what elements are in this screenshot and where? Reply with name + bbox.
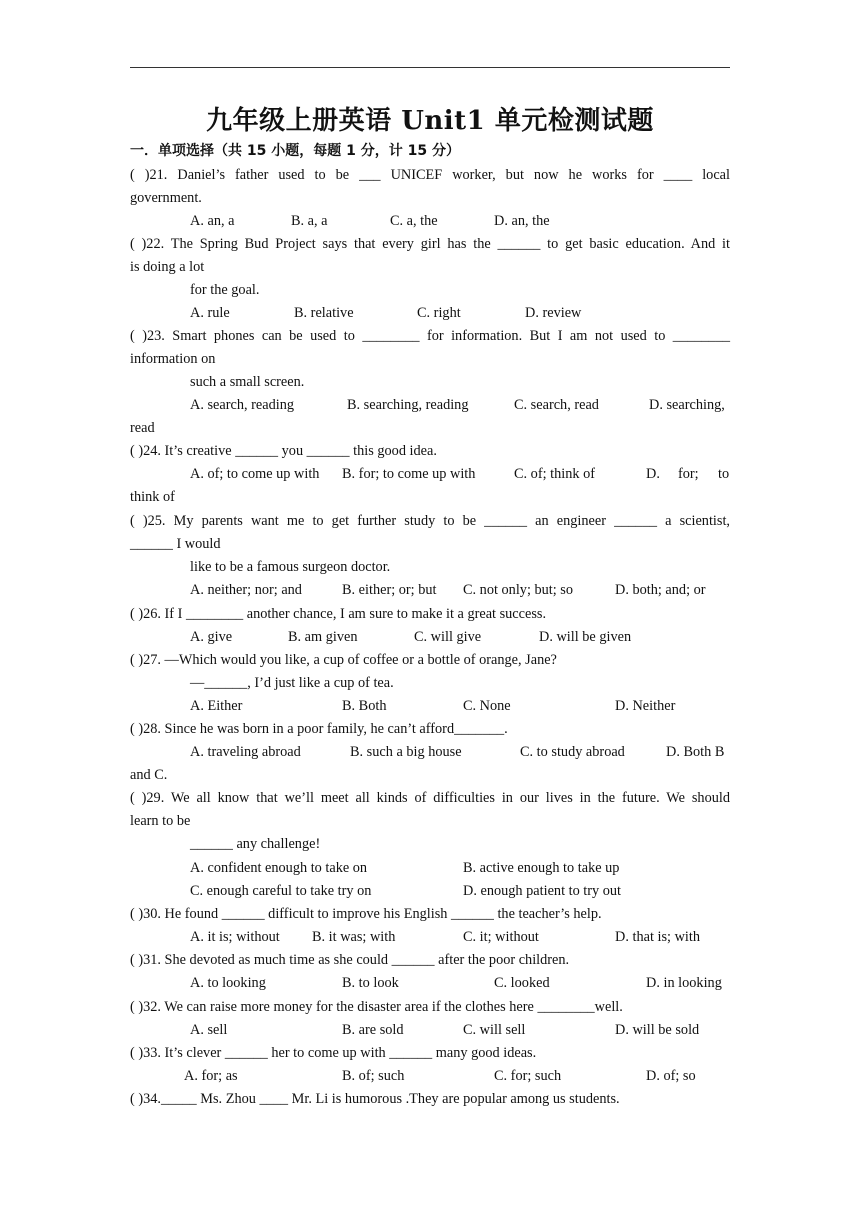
question-25-option-c: C. not only; but; so <box>463 582 574 598</box>
question-33-option-c: C. for; such <box>494 1068 562 1084</box>
question-31-option-d: D. in looking <box>646 975 722 991</box>
question-21-stem: ( )21. Daniel’s father used to be ___ UNICEF worker, but now he works for ____ local <box>130 167 730 183</box>
question-23-stem-cont: information on <box>130 351 216 367</box>
question-32-option-d: D. will be sold <box>615 1022 700 1038</box>
question-30-option-c: C. it; without <box>463 929 539 945</box>
question-31-option-c: C. looked <box>494 975 550 991</box>
question-31-option-a: A. to looking <box>190 975 266 991</box>
question-21-option-a: A. an, a <box>190 213 235 229</box>
question-25-option-a: A. neither; nor; and <box>190 582 302 598</box>
question-33-option-a: A. for; as <box>184 1068 238 1084</box>
question-25-stem-cont-2: like to be a famous surgeon doctor. <box>190 559 391 575</box>
question-28-option-c: C. to study abroad <box>520 744 625 760</box>
section-heading: 一．单项选择（共 15 小题，每题 1 分，计 15 分） <box>130 143 460 159</box>
question-27-option-c: C. None <box>463 698 511 714</box>
question-22-option-d: D. review <box>525 305 582 321</box>
question-27-option-a: A. Either <box>190 698 243 714</box>
question-28-stem: ( )28. Since he was born in a poor family, he can’t afford_______. <box>130 721 508 737</box>
question-23-stem-cont-2: such a small screen. <box>190 374 305 390</box>
question-25-option-d: D. both; and; or <box>615 582 706 598</box>
question-27-stem-cont: —______, I’d just like a cup of tea. <box>190 675 394 691</box>
question-24-option-d-part3: to <box>718 466 730 482</box>
question-32-option-a: A. sell <box>190 1022 228 1038</box>
question-22-stem-cont-2: for the goal. <box>190 282 260 298</box>
question-33-option-b: B. of; such <box>342 1068 405 1084</box>
question-29-option-a: A. confident enough to take on <box>190 860 368 876</box>
question-26-option-b: B. am given <box>288 629 358 645</box>
question-24-option-d: D. <box>646 466 660 482</box>
question-26-option-c: C. will give <box>414 629 482 645</box>
question-32-option-b: B. are sold <box>342 1022 404 1038</box>
question-31-option-b: B. to look <box>342 975 399 991</box>
question-21-option-d: D. an, the <box>494 213 550 229</box>
question-23-option-d: D. searching, <box>649 397 725 413</box>
question-28-option-d: D. Both B <box>666 744 725 760</box>
question-24-option-d-part2: for; <box>678 466 699 482</box>
question-22-option-b: B. relative <box>294 305 354 321</box>
question-30-option-a: A. it is; without <box>190 929 280 945</box>
question-26-option-d: D. will be given <box>539 629 632 645</box>
header-rule <box>130 67 730 68</box>
question-27-option-d: D. Neither <box>615 698 676 714</box>
question-24-option-d-wrap: think of <box>130 489 175 505</box>
question-32-stem: ( )32. We can raise more money for the disaster area if the clothes here ________well. <box>130 999 623 1015</box>
question-27-stem: ( )27. —Which would you like, a cup of coffee or a bottle of orange, Jane? <box>130 652 557 668</box>
question-24-option-c: C. of; think of <box>514 466 596 482</box>
question-25-option-b: B. either; or; but <box>342 582 437 598</box>
question-26-option-a: A. give <box>190 629 233 645</box>
question-29-option-c: C. enough careful to take try on <box>190 883 372 899</box>
question-24-option-a: A. of; to come up with <box>190 466 320 482</box>
question-21-stem-cont: government. <box>130 190 202 206</box>
question-28-option-d-wrap: and C. <box>130 767 168 783</box>
page-title: 九年级上册英语 Unit1 单元检测试题 <box>206 106 654 136</box>
question-29-stem: ( )29. We all know that we’ll meet all kinds of difficulties in our lives in the future. We should <box>130 790 730 806</box>
question-27-option-b: B. Both <box>342 698 387 714</box>
question-21-option-b: B. a, a <box>291 213 328 229</box>
question-25-stem: ( )25. My parents want me to get further study to be ______ an engineer ______ a scientist, <box>130 513 730 529</box>
question-22-option-c: C. right <box>417 305 461 321</box>
question-31-stem: ( )31. She devoted as much time as she could ______ after the poor children. <box>130 952 570 968</box>
question-30-option-b: B. it was; with <box>312 929 396 945</box>
question-23-option-a: A. search, reading <box>190 397 295 413</box>
question-26-stem: ( )26. If I ________ another chance, I am sure to make it a great success. <box>130 606 547 622</box>
question-23-option-d-wrap: read <box>130 420 155 436</box>
question-24-option-b: B. for; to come up with <box>342 466 476 482</box>
question-29-option-b: B. active enough to take up <box>463 860 620 876</box>
question-23-option-b: B. searching, reading <box>347 397 469 413</box>
question-29-stem-cont-2: ______ any challenge! <box>190 836 321 852</box>
question-29-stem-cont: learn to be <box>130 813 191 829</box>
question-32-option-c: C. will sell <box>463 1022 526 1038</box>
question-30-option-d: D. that is; with <box>615 929 700 945</box>
question-23-option-c: C. search, read <box>514 397 599 413</box>
question-24-stem: ( )24. It’s creative ______ you ______ this good idea. <box>130 443 437 459</box>
question-23-stem: ( )23. Smart phones can be used to ________ for information. But I am not used to ________ <box>130 328 730 344</box>
question-22-option-a: A. rule <box>190 305 230 321</box>
question-22-stem-cont: is doing a lot <box>130 259 205 275</box>
question-33-option-d: D. of; so <box>646 1068 696 1084</box>
question-29-option-d: D. enough patient to try out <box>463 883 622 899</box>
question-25-stem-cont: ______ I would <box>130 536 221 552</box>
question-28-option-b: B. such a big house <box>350 744 462 760</box>
question-34-stem: ( )34._____ Ms. Zhou ____ Mr. Li is humorous .They are popular among us students. <box>130 1091 620 1107</box>
question-22-stem: ( )22. The Spring Bud Project says that every girl has the ______ to get basic education. And it <box>130 236 730 252</box>
question-33-stem: ( )33. It’s clever ______ her to come up with ______ many good ideas. <box>130 1045 537 1061</box>
question-30-stem: ( )30. He found ______ difficult to improve his English ______ the teacher’s help. <box>130 906 602 922</box>
question-21-option-c: C. a, the <box>390 213 438 229</box>
question-28-option-a: A. traveling abroad <box>190 744 301 760</box>
